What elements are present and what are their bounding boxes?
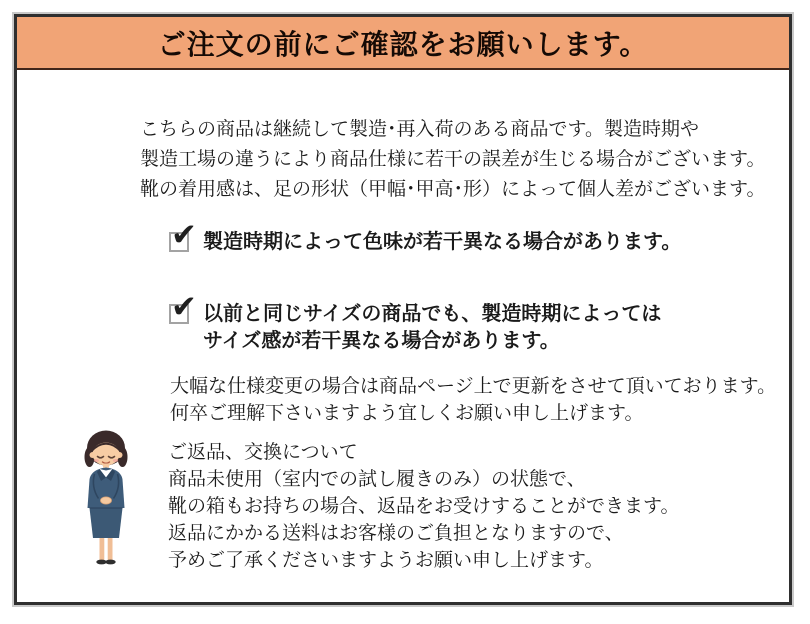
intro-line: 製造工場の違うにより商品仕様に若干の誤差が生じる場合がございます。 (140, 149, 766, 170)
intro-line: 靴の着用感は、足の形状（甲幅･甲高･形）によって個人差がございます。 (140, 179, 766, 200)
returns-line: 商品未使用（室内での試し履きのみ）の状態で、 (168, 469, 586, 490)
returns-line: ご返品、交換について (168, 442, 358, 463)
checklist-item-label: 製造時期によって色味が若干異なる場合があります。 (203, 231, 682, 253)
checklist-item-color (169, 217, 682, 256)
notice-line: 何卒ご理解下さいますよう宜しくお願い申し上げます。 (170, 403, 644, 424)
bowing-woman-illustration (65, 427, 147, 569)
notice-line: 大幅な仕様変更の場合は商品ページ上で更新をさせて頂いております。 (170, 376, 777, 397)
returns-line: 靴の箱もお持ちの場合、返品をお受けすることができます。 (168, 496, 680, 517)
checkbox-checked-icon[interactable] (169, 289, 197, 324)
checklist-item-label: 以前と同じサイズの商品でも、製造時期によっては サイズ感が若干異なる場合があります。 (203, 303, 662, 352)
bowing-woman-icon (65, 427, 147, 569)
header-banner (17, 17, 789, 70)
page-title: ご注文の前にご確認をお願いします。 (157, 28, 649, 60)
spec-change-notice (170, 373, 776, 427)
intro-line: こちらの商品は継続して製造･再入荷のある商品です。製造時期や (140, 119, 699, 140)
returns-policy (168, 439, 679, 574)
checklist-item-size (169, 289, 662, 355)
returns-line: 予めご了承くださいますようお願い申し上げます。 (168, 550, 604, 571)
intro-paragraph (140, 115, 765, 205)
checkmark-icon: ✔ (171, 217, 197, 252)
checkbox-checked-icon[interactable] (169, 217, 197, 252)
notice-card (14, 14, 792, 605)
checkmark-icon: ✔ (171, 289, 197, 324)
returns-line: 返品にかかる送料はお客様のご負担となりますので、 (168, 523, 624, 544)
